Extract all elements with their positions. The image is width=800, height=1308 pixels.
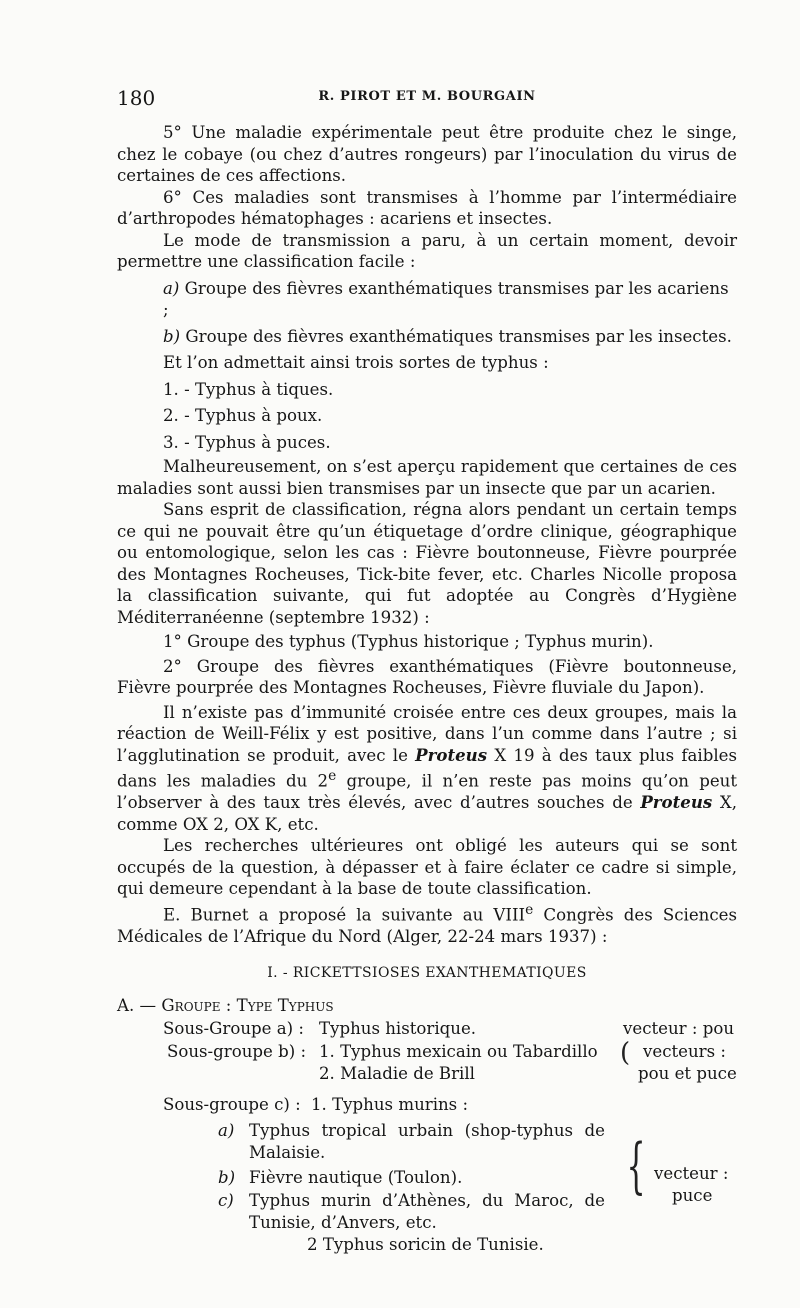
- subgroup-text: Typhus murin d’Athènes, du Maroc, de Tunisie, d’Anvers, etc.: [249, 1191, 605, 1232]
- text-run: X, comme OX 2, OX K, etc.: [117, 793, 737, 834]
- paragraph: Le mode de transmission a paru, à un certain moment, devoir permettre une classification facile :: [117, 230, 737, 271]
- vector-label: puce: [672, 1186, 713, 1206]
- paragraph: Sans esprit de classification, régna alors pendant un certain temps ce qui ne pouvait être qu’un étiquetage d’ordre clinique, géographique ou entomologique, selon les cas : Fièvre boutonneuse, Fièvre pourprée des Montagnes Rocheuses, Tick-bite fever, etc. Charles Nicolle proposa la classification suivante, qui fut adoptée au Congrès d’Hygiène Méditerranéenne (septembre 1932) :: [117, 500, 737, 627]
- subgroup-text: 1. Typhus mexicain ou Tabardillo: [319, 1042, 598, 1062]
- superscript: e: [525, 901, 534, 918]
- paragraph: 1° Groupe des typhus (Typhus historique ; Typhus murin).: [163, 632, 654, 651]
- text-run: E. Burnet a proposé la suivante au VIII: [163, 905, 526, 925]
- text-run: X 19 à des taux plus faibles dans les maladies du 2: [117, 745, 737, 791]
- classification-table: [117, 1018, 737, 1308]
- group-title: Groupe : Type Typhus: [161, 995, 334, 1015]
- list-label: b): [218, 1168, 236, 1188]
- brace-icon: {: [626, 1131, 646, 1202]
- paragraph: Malheureusement, on s’est aperçu rapidement que certaines de ces maladies sont aussi bien transmises par un insecte que par un acarien.: [117, 457, 737, 498]
- list-item: [163, 278, 737, 321]
- paragraph: Les recherches ultérieures ont obligé les auteurs qui se sont occupés de la question, à dépasser et à faire éclater ce cadre si simple, qui demeure cependant à la base de toute classification.: [117, 836, 737, 899]
- list-item: 1. - Typhus à tiques.: [163, 379, 334, 399]
- page-header: [117, 86, 737, 110]
- subgroup-text: 2. Maladie de Brill: [319, 1064, 475, 1084]
- vector-label: vecteur :: [654, 1164, 729, 1184]
- list-label: a): [163, 278, 180, 298]
- genus-name: Proteus: [640, 792, 713, 813]
- list-item: [163, 326, 737, 348]
- list-label: c): [218, 1191, 234, 1211]
- subgroup-text: Typhus historique.: [319, 1019, 477, 1039]
- vector-label: vecteur : pou: [623, 1019, 735, 1039]
- subgroup-text: Typhus tropical urbain (shop-typhus de Malaisie.: [249, 1121, 605, 1162]
- text-run: Congrès des Sciences Médicales de l’Afrique du Nord (Alger, 22-24 mars 1937) :: [117, 905, 737, 946]
- paragraph: Et l’on admettait ainsi trois sortes de typhus :: [163, 353, 549, 372]
- list-text: Groupe des fièvres exanthématiques transmises par les insectes.: [185, 326, 732, 346]
- subgroup-text: Fièvre nautique (Toulon).: [249, 1168, 463, 1188]
- subgroup-label: Sous-groupe b) :: [167, 1042, 307, 1062]
- paragraph: [117, 702, 737, 836]
- running-title: R. PIROT ET M. BOURGAIN: [318, 89, 536, 104]
- superscript: e: [328, 768, 337, 784]
- group-heading: [117, 995, 737, 1017]
- group-prefix: A. —: [117, 995, 162, 1015]
- text-run: Il n’existe pas d’immunité croisée entre ces deux groupes, mais la réaction de Weill-Félix y est positive, dans l’un comme dans l’autre ; si l’agglutination se produit, avec le: [117, 702, 737, 765]
- subgroup-label: Sous-groupe c) :: [163, 1095, 301, 1115]
- list-label: b): [163, 326, 181, 346]
- vector-label: vecteurs :: [643, 1042, 726, 1062]
- paragraph: 2° Groupe des fièvres exanthématiques (Fièvre boutonneuse, Fièvre pourprée des Montagnes Rocheuses, Fièvre fluviale du Japon).: [117, 656, 737, 697]
- subgroup-text: 1. Typhus murins :: [311, 1095, 469, 1115]
- text-run: groupe, il n’en reste pas moins qu’on peut l’observer à des taux très élevés, avec d’autres souches de: [117, 771, 737, 813]
- paragraph: 5° Une maladie expérimentale peut être produite chez le singe, chez le cobaye (ou chez d’autres rongeurs) par l’inoculation du virus de certaines de ces affections.: [117, 123, 737, 185]
- paragraph: [117, 900, 737, 948]
- brace-icon: (: [620, 1038, 631, 1069]
- page-body: [117, 122, 737, 1308]
- subgroup-label: Sous-Groupe a) :: [163, 1019, 304, 1039]
- list-label: a): [218, 1121, 235, 1141]
- list-text: Groupe des fièvres exanthématiques transmises par les acariens ;: [163, 278, 729, 319]
- paragraph: 6° Ces maladies sont transmises à l’homme par l’intermédiaire d’arthropodes hématophages : acariens et insectes.: [117, 187, 737, 228]
- section-title: I. - RICKETTSIOSES EXANTHEMATIQUES: [267, 965, 587, 982]
- list-item: 2. - Typhus à poux.: [163, 406, 323, 425]
- list-item: 3. - Typhus à puces.: [163, 432, 331, 452]
- vector-label: pou et puce: [638, 1064, 737, 1084]
- genus-name: Proteus: [415, 744, 488, 765]
- page-number: 180: [117, 86, 156, 110]
- subgroup-text: 2 Typhus soricin de Tunisie.: [307, 1235, 544, 1255]
